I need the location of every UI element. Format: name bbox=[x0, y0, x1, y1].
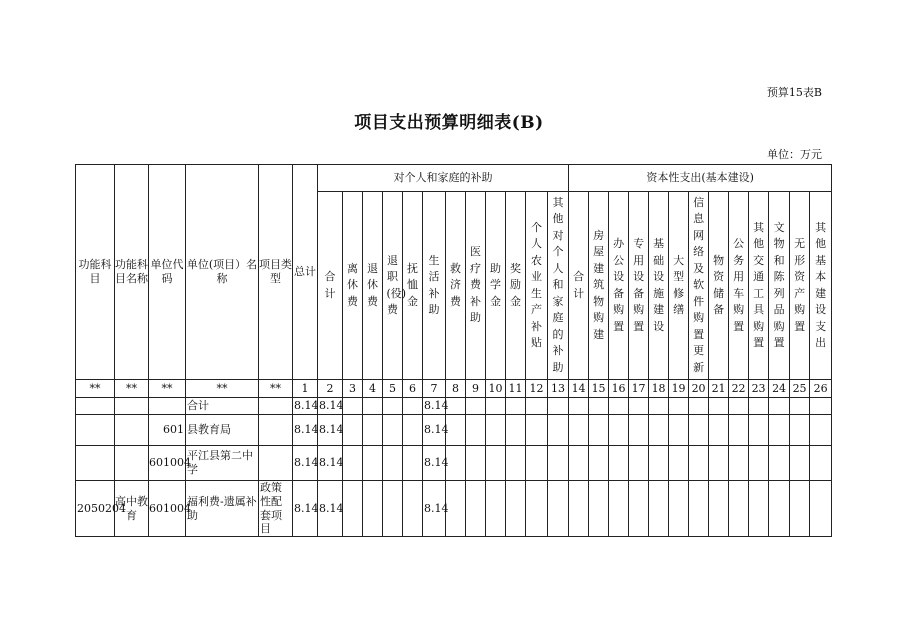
header-group-personal: 对个人和家庭的补助 bbox=[318, 165, 569, 192]
index-cell: 20 bbox=[689, 380, 709, 398]
capital-header-12: 无形资产购置 bbox=[790, 192, 810, 380]
table-row bbox=[76, 398, 832, 415]
cell-unit-code: 601 bbox=[149, 415, 186, 446]
index-cell: 22 bbox=[729, 380, 749, 398]
cell-empty bbox=[609, 481, 629, 537]
cell-func-name bbox=[115, 415, 149, 446]
cell-empty bbox=[649, 398, 669, 415]
cell-empty bbox=[589, 398, 609, 415]
cell-empty bbox=[569, 446, 589, 481]
cell-unit-code: 601004 bbox=[149, 481, 186, 537]
capital-header-2: 房屋建筑物购建 bbox=[589, 192, 609, 380]
personal-header-5: 抚恤金 bbox=[403, 192, 423, 380]
personal-header-1: 合计 bbox=[318, 192, 343, 380]
cell-func-code bbox=[76, 415, 115, 446]
cell-empty bbox=[548, 415, 569, 446]
cell-empty bbox=[790, 481, 810, 537]
cell-empty bbox=[589, 446, 609, 481]
cell-empty bbox=[810, 481, 832, 537]
cell-unit-code bbox=[149, 398, 186, 415]
capital-header-13: 其他基本建设支出 bbox=[810, 192, 832, 380]
cell-func-name: 高中教育 bbox=[115, 481, 149, 537]
cell-func-name bbox=[115, 398, 149, 415]
capital-header-10: 其他交通工具购置 bbox=[749, 192, 769, 380]
index-cell: 6 bbox=[403, 380, 423, 398]
cell-empty bbox=[669, 446, 689, 481]
index-cell: ** bbox=[115, 380, 149, 398]
capital-header-4: 专用设备购置 bbox=[629, 192, 649, 380]
cell-empty bbox=[689, 415, 709, 446]
index-cell: ** bbox=[149, 380, 186, 398]
cell-personal-total: 8.14 bbox=[318, 398, 343, 415]
index-cell: 7 bbox=[423, 380, 446, 398]
index-cell: 24 bbox=[769, 380, 790, 398]
cell-unit-name: 平江县第二中学 bbox=[186, 446, 259, 481]
cell-empty bbox=[363, 446, 383, 481]
cell-unit-name: 福利费-遗属补助 bbox=[186, 481, 259, 537]
cell-living-allowance: 8.14 bbox=[423, 481, 446, 537]
cell-empty bbox=[729, 446, 749, 481]
cell-unit-name: 县教育局 bbox=[186, 415, 259, 446]
cell-empty bbox=[709, 398, 729, 415]
cell-empty bbox=[526, 415, 548, 446]
header-func-name: 功能科目名称 bbox=[115, 165, 149, 380]
cell-project-type bbox=[259, 446, 293, 481]
cell-empty bbox=[749, 415, 769, 446]
personal-header-11: 个人农业生产补贴 bbox=[526, 192, 548, 380]
cell-empty bbox=[486, 446, 506, 481]
cell-empty bbox=[363, 415, 383, 446]
cell-empty bbox=[669, 481, 689, 537]
cell-empty bbox=[506, 398, 526, 415]
cell-empty bbox=[569, 398, 589, 415]
cell-empty bbox=[383, 398, 403, 415]
cell-empty bbox=[548, 398, 569, 415]
index-cell: ** bbox=[259, 380, 293, 398]
cell-empty bbox=[506, 481, 526, 537]
cell-empty bbox=[749, 446, 769, 481]
cell-empty bbox=[569, 415, 589, 446]
capital-header-3: 办公设备购置 bbox=[609, 192, 629, 380]
index-cell: 26 bbox=[810, 380, 832, 398]
cell-empty bbox=[446, 398, 466, 415]
cell-empty bbox=[363, 398, 383, 415]
cell-empty bbox=[790, 415, 810, 446]
cell-project-type: 政策性配套项目 bbox=[259, 481, 293, 537]
unit-label: 单位：万元 bbox=[767, 148, 822, 161]
cell-empty bbox=[486, 415, 506, 446]
header-total: 总计 bbox=[293, 165, 318, 380]
cell-empty bbox=[589, 415, 609, 446]
personal-header-8: 医疗费补助 bbox=[466, 192, 486, 380]
cell-func-code: 2050204 bbox=[76, 481, 115, 537]
personal-header-6: 生活补助 bbox=[423, 192, 446, 380]
cell-empty bbox=[383, 446, 403, 481]
index-cell: 13 bbox=[548, 380, 569, 398]
cell-empty bbox=[689, 398, 709, 415]
cell-empty bbox=[729, 398, 749, 415]
personal-header-7: 救济费 bbox=[446, 192, 466, 380]
cell-empty bbox=[810, 446, 832, 481]
cell-empty bbox=[769, 415, 790, 446]
index-cell: 19 bbox=[669, 380, 689, 398]
cell-project-type bbox=[259, 398, 293, 415]
cell-empty bbox=[709, 415, 729, 446]
cell-empty bbox=[446, 481, 466, 537]
index-cell: 25 bbox=[790, 380, 810, 398]
capital-header-1: 合计 bbox=[569, 192, 589, 380]
cell-living-allowance: 8.14 bbox=[423, 398, 446, 415]
capital-header-11: 文物和陈列品购置 bbox=[769, 192, 790, 380]
index-cell: 8 bbox=[446, 380, 466, 398]
cell-empty bbox=[609, 398, 629, 415]
cell-unit-code: 601004 bbox=[149, 446, 186, 481]
cell-empty bbox=[466, 398, 486, 415]
cell-empty bbox=[790, 398, 810, 415]
cell-empty bbox=[383, 415, 403, 446]
cell-empty bbox=[749, 398, 769, 415]
cell-living-allowance: 8.14 bbox=[423, 415, 446, 446]
cell-empty bbox=[810, 398, 832, 415]
cell-empty bbox=[729, 415, 749, 446]
cell-empty bbox=[363, 481, 383, 537]
cell-empty bbox=[649, 446, 669, 481]
cell-empty bbox=[769, 398, 790, 415]
cell-project-type bbox=[259, 415, 293, 446]
personal-header-9: 助学金 bbox=[486, 192, 506, 380]
index-cell: ** bbox=[76, 380, 115, 398]
cell-empty bbox=[486, 481, 506, 537]
index-cell: 23 bbox=[749, 380, 769, 398]
capital-header-8: 物资储备 bbox=[709, 192, 729, 380]
cell-empty bbox=[403, 446, 423, 481]
cell-func-code bbox=[76, 446, 115, 481]
cell-personal-total: 8.14 bbox=[318, 481, 343, 537]
cell-empty bbox=[629, 481, 649, 537]
cell-empty bbox=[769, 481, 790, 537]
cell-empty bbox=[343, 481, 363, 537]
cell-func-code bbox=[76, 398, 115, 415]
cell-empty bbox=[689, 481, 709, 537]
cell-empty bbox=[548, 446, 569, 481]
header-func-code: 功能科目 bbox=[76, 165, 115, 380]
cell-empty bbox=[343, 398, 363, 415]
index-cell: 17 bbox=[629, 380, 649, 398]
cell-empty bbox=[343, 446, 363, 481]
cell-empty bbox=[609, 415, 629, 446]
cell-empty bbox=[526, 398, 548, 415]
capital-header-5: 基础设施建设 bbox=[649, 192, 669, 380]
cell-empty bbox=[629, 398, 649, 415]
header-project-type: 项目类型 bbox=[259, 165, 293, 380]
cell-empty bbox=[709, 446, 729, 481]
cell-empty bbox=[669, 415, 689, 446]
capital-header-7: 信息网络及软件购置更新 bbox=[689, 192, 709, 380]
cell-empty bbox=[709, 481, 729, 537]
cell-total: 8.14 bbox=[293, 446, 318, 481]
cell-total: 8.14 bbox=[293, 398, 318, 415]
index-cell: 21 bbox=[709, 380, 729, 398]
capital-header-9: 公务用车购置 bbox=[729, 192, 749, 380]
table-row bbox=[76, 415, 832, 446]
cell-empty bbox=[569, 481, 589, 537]
cell-empty bbox=[466, 481, 486, 537]
cell-total: 8.14 bbox=[293, 415, 318, 446]
header-group-capital: 资本性支出(基本建设) bbox=[569, 165, 832, 192]
cell-empty bbox=[403, 398, 423, 415]
cell-empty bbox=[769, 446, 790, 481]
index-cell: 3 bbox=[343, 380, 363, 398]
cell-empty bbox=[749, 481, 769, 537]
header-unit-name: 单位(项目）名称 bbox=[186, 165, 259, 380]
index-cell: 1 bbox=[293, 380, 318, 398]
cell-empty bbox=[526, 481, 548, 537]
header-unit-code: 单位代码 bbox=[149, 165, 186, 380]
cell-empty bbox=[649, 415, 669, 446]
cell-personal-total: 8.14 bbox=[318, 415, 343, 446]
cell-empty bbox=[548, 481, 569, 537]
index-cell: 11 bbox=[506, 380, 526, 398]
cell-func-name bbox=[115, 446, 149, 481]
personal-header-12: 其他对个人和家庭的补助 bbox=[548, 192, 569, 380]
index-cell: 10 bbox=[486, 380, 506, 398]
index-cell: 4 bbox=[363, 380, 383, 398]
cell-empty bbox=[629, 415, 649, 446]
index-cell: 2 bbox=[318, 380, 343, 398]
cell-empty bbox=[403, 415, 423, 446]
cell-empty bbox=[689, 446, 709, 481]
cell-empty bbox=[506, 446, 526, 481]
index-cell: 18 bbox=[649, 380, 669, 398]
index-cell: 12 bbox=[526, 380, 548, 398]
cell-empty bbox=[790, 446, 810, 481]
cell-empty bbox=[446, 415, 466, 446]
budget-table bbox=[75, 164, 832, 537]
cell-empty bbox=[589, 481, 609, 537]
cell-empty bbox=[629, 446, 649, 481]
form-number: 预算15表B bbox=[766, 86, 822, 99]
cell-unit-name: 合计 bbox=[186, 398, 259, 415]
index-cell: 14 bbox=[569, 380, 589, 398]
cell-empty bbox=[466, 415, 486, 446]
capital-header-6: 大型修缮 bbox=[669, 192, 689, 380]
index-cell: 9 bbox=[466, 380, 486, 398]
cell-personal-total: 8.14 bbox=[318, 446, 343, 481]
cell-total: 8.14 bbox=[293, 481, 318, 537]
index-cell: 15 bbox=[589, 380, 609, 398]
personal-header-10: 奖励金 bbox=[506, 192, 526, 380]
cell-empty bbox=[403, 481, 423, 537]
cell-living-allowance: 8.14 bbox=[423, 446, 446, 481]
cell-empty bbox=[649, 481, 669, 537]
index-cell: 16 bbox=[609, 380, 629, 398]
table-row bbox=[76, 481, 832, 537]
cell-empty bbox=[343, 415, 363, 446]
cell-empty bbox=[466, 446, 486, 481]
cell-empty bbox=[383, 481, 403, 537]
index-cell: ** bbox=[186, 380, 259, 398]
personal-header-3: 退休费 bbox=[363, 192, 383, 380]
cell-empty bbox=[810, 415, 832, 446]
cell-empty bbox=[486, 398, 506, 415]
personal-header-2: 离休费 bbox=[343, 192, 363, 380]
cell-empty bbox=[669, 398, 689, 415]
cell-empty bbox=[609, 446, 629, 481]
cell-empty bbox=[506, 415, 526, 446]
cell-empty bbox=[526, 446, 548, 481]
personal-header-4: 退职(役)费 bbox=[383, 192, 403, 380]
cell-empty bbox=[729, 481, 749, 537]
table-row bbox=[76, 446, 832, 481]
index-cell: 5 bbox=[383, 380, 403, 398]
page-title: 项目支出预算明细表(B) bbox=[354, 113, 544, 133]
cell-empty bbox=[446, 446, 466, 481]
